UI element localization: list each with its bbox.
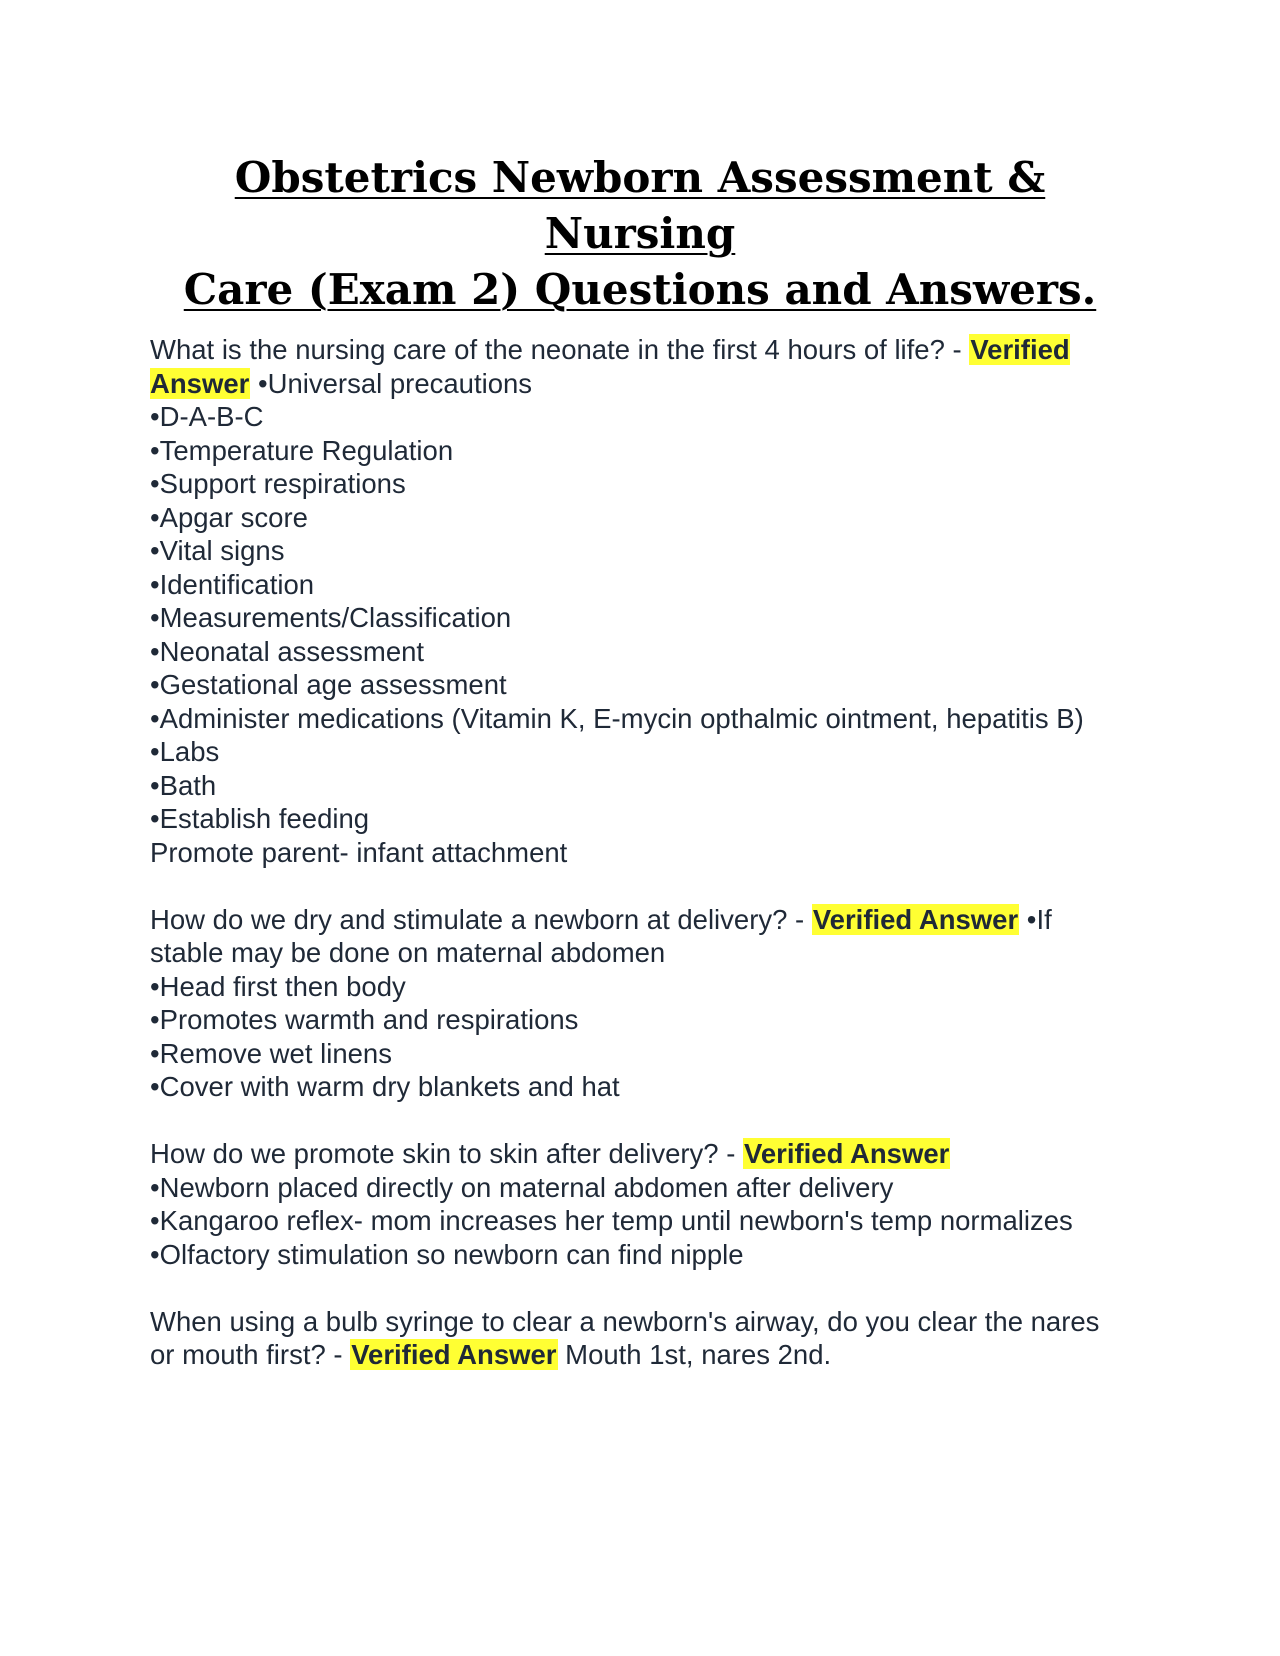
qa-answer-line: •Temperature Regulation [150, 434, 454, 466]
qa-answer-line: •Measurements/Classification [150, 602, 512, 633]
verified-answer-label: Verified Answer [812, 903, 1019, 935]
qa-answer-line: •Remove wet linens [150, 1037, 392, 1069]
document-title-line-2: Care (Exam 2) Questions and Answers. [183, 265, 1097, 314]
qa-answer-line: •Promotes warmth and respirations [150, 1004, 579, 1035]
qa-question: What is the nursing care of the neonate in the first 4 hours of life? - [150, 334, 962, 365]
qa-answer-line: •Labs [150, 736, 220, 767]
qa-answer-line: •Kangaroo reflex- mom increases her temp until newborn's temp normalizes [150, 1205, 1073, 1236]
qa-question: How do we promote skin to skin after delivery? - [150, 1138, 736, 1169]
qa-answer-inline: •If stable may be done on maternal abdomen [150, 903, 1052, 968]
qa-item-4 [150, 1305, 1130, 1372]
qa-answer-line: •Gestational age assessment [150, 669, 507, 700]
verified-answer-label: Verified Answer [351, 1339, 557, 1370]
qa-answer-line: •D-A-B-C [150, 401, 264, 432]
qa-answer-line: •Head first then body [150, 970, 406, 1002]
qa-list [150, 333, 1130, 1405]
qa-answer-inline: Mouth 1st, nares 2nd. [557, 1339, 832, 1370]
qa-answer-line: •Neonatal assessment [150, 635, 425, 667]
qa-item-1 [150, 333, 1130, 869]
qa-question-line [150, 333, 1130, 400]
qa-question-line [150, 903, 1130, 970]
verified-answer-label: Verified Answer [744, 1138, 950, 1169]
qa-answer-line: •Establish feeding [150, 803, 370, 834]
qa-answer-line: Promote parent- infant attachment [150, 836, 568, 868]
qa-answer-line: •Bath [150, 769, 217, 801]
qa-item-2 [150, 903, 1130, 1104]
qa-answer-inline: •Universal precautions [250, 367, 533, 399]
verified-answer-label: Verified Answer [150, 334, 1070, 399]
qa-question-line [150, 1305, 1130, 1372]
qa-answer-line: •Cover with warm dry blankets and hat [150, 1071, 620, 1102]
qa-answer-line: •Vital signs [150, 535, 285, 566]
qa-item-3 [150, 1137, 1130, 1271]
qa-question-line [150, 1137, 1130, 1171]
qa-answer-line: •Identification [150, 568, 315, 600]
qa-answer-line: •Administer medications (Vitamin K, E-mycin opthalmic ointment, hepatitis B) [150, 702, 1084, 734]
qa-answer-line: •Olfactory stimulation so newborn can find nipple [150, 1238, 744, 1270]
qa-question: How do we dry and stimulate a newborn at delivery? - [150, 903, 805, 935]
qa-answer-line: •Apgar score [150, 501, 308, 533]
document-title-line-1: Obstetrics Newborn Assessment & Nursing [234, 153, 1046, 258]
qa-question: When using a bulb syringe to clear a newborn's airway, do you clear the nares or mouth first? - [150, 1305, 1100, 1370]
qa-answer-line: •Newborn placed directly on maternal abdomen after delivery [150, 1171, 894, 1203]
document-title [150, 150, 1130, 318]
qa-answer-line: •Support respirations [150, 468, 406, 499]
